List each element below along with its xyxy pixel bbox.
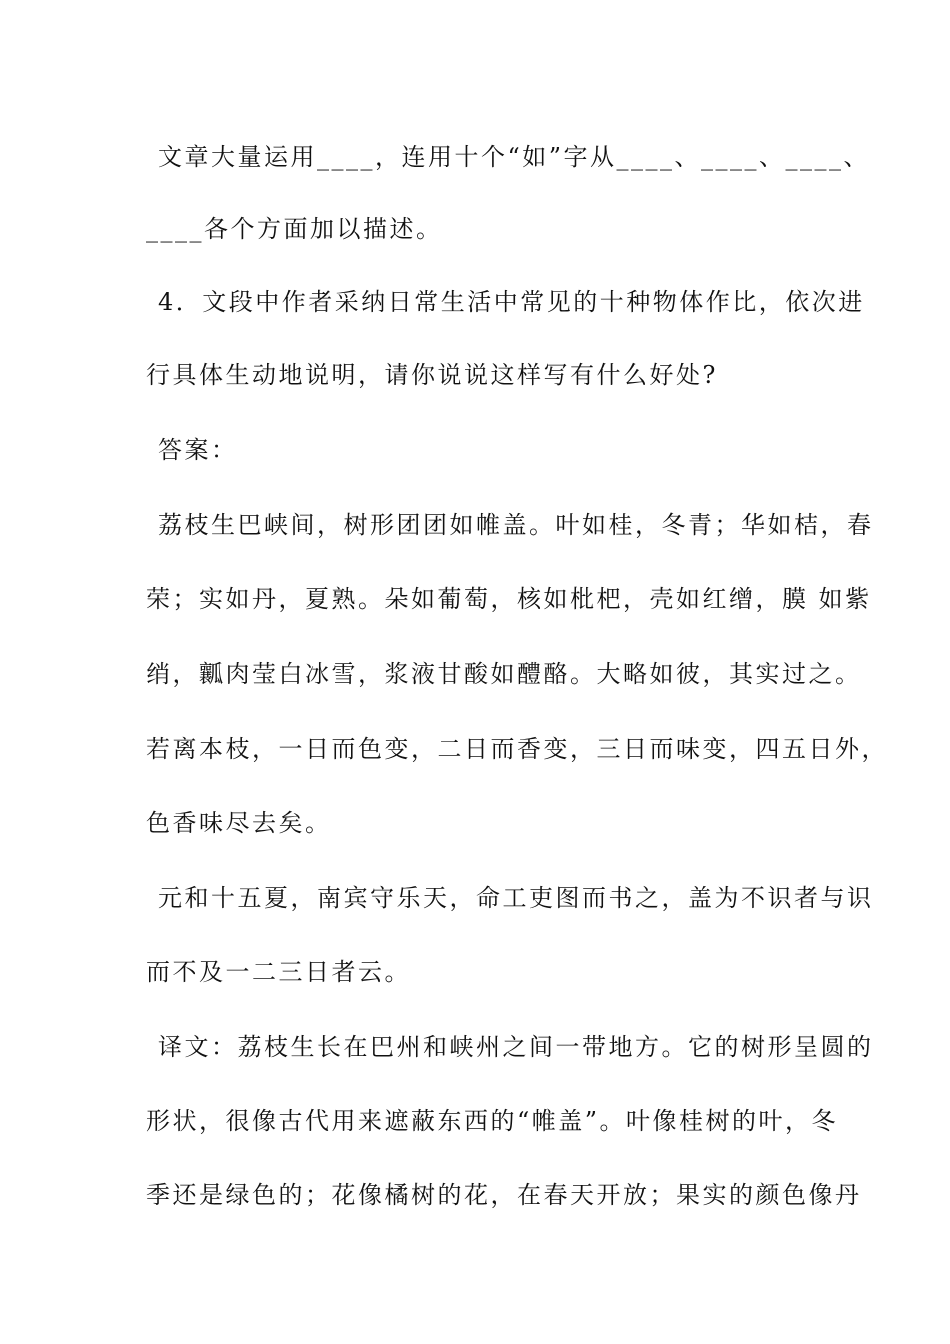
translation-line-1: 译文：荔枝生长在巴州和峡州之间一带地方。它的树形呈圆的 <box>158 1033 874 1061</box>
question-4-line-2: 行具体生动地说明，请你说说这样写有什么好处? <box>146 361 718 389</box>
original-text-line-7: 而不及一二三日者云。 <box>146 958 411 986</box>
original-text-line-6: 元和十五夏，南宾守乐天，命工吏图而书之，盖为不识者与识 <box>158 884 874 912</box>
question-4-line-1: 4．文段中作者采纳日常生活中常见的十种物体作比，依次进 <box>158 288 865 316</box>
translation-line-2: 形状，很像古代用来遮蔽东西的“帷盖”。叶像桂树的叶，冬 <box>146 1107 839 1135</box>
original-text-line-3: 绡，瓤肉莹白冰雪，浆液甘酸如醴酪。大略如彼，其实过之。 <box>146 660 862 688</box>
original-text-line-5: 色香味尽去矣。 <box>146 809 332 837</box>
original-text-line-1: 荔枝生巴峡间，树形团团如帷盖。叶如桂，冬青；华如桔，春 <box>158 511 874 539</box>
original-text-line-2: 荣；实如丹，夏熟。朵如葡萄，核如枇杷，壳如红缯，膜 如紫 <box>146 585 872 613</box>
answer-label: 答案： <box>158 436 238 464</box>
original-text-line-4: 若离本枝，一日而色变，二日而香变，三日而味变，四五日外， <box>146 735 888 763</box>
text-line-1: 文章大量运用____，连用十个“如”字从____、____、____、 <box>158 143 871 171</box>
text-line-2: ____各个方面加以描述。 <box>146 215 443 243</box>
translation-line-3: 季还是绿色的；花像橘树的花，在春天开放；果实的颜色像丹 <box>146 1181 862 1209</box>
